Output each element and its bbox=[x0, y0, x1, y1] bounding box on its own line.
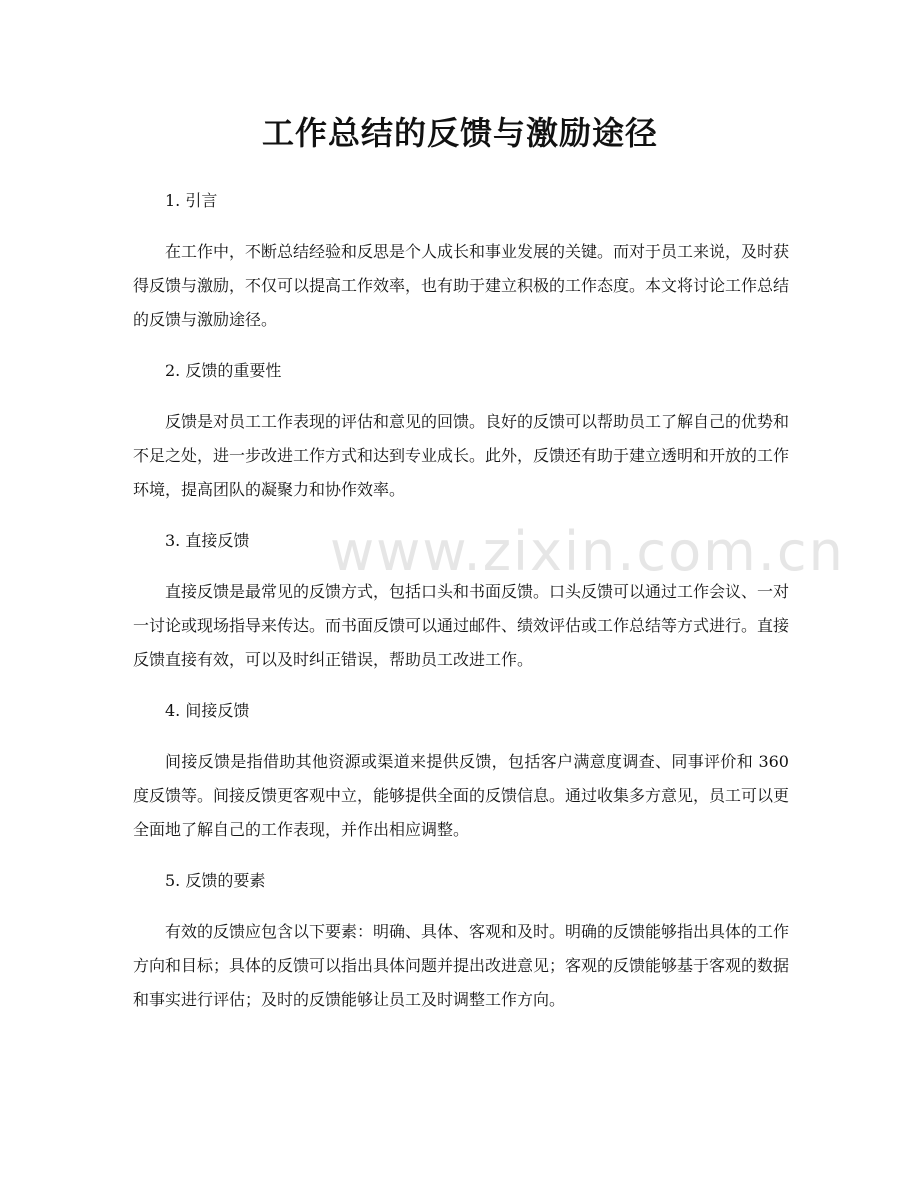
section-heading: 4. 间接反馈 bbox=[165, 701, 250, 720]
section-heading: 3. 直接反馈 bbox=[165, 531, 250, 550]
watermark: www.zixin.com.cn bbox=[330, 520, 845, 583]
section-heading: 2. 反馈的重要性 bbox=[165, 361, 282, 380]
section-paragraph: 反馈是对员工工作表现的评估和意见的回馈。良好的反馈可以帮助员工了解自己的优势和不足之处，进一步改进工作方式和达到专业成长。此外，反馈还有助于建立透明和开放的工作环境，提高团队的凝聚力和协作效率。 bbox=[133, 412, 790, 499]
section-paragraph: 间接反馈是指借助其他资源或渠道来提供反馈，包括客户满意度调查、同事评价和 360 度反馈等。间接反馈更客观中立，能够提供全面的反馈信息。通过收集多方意见，员工可以更全面地了解自己的工作表现，并作出相应调整。 bbox=[133, 752, 790, 839]
section-indirect-feedback bbox=[133, 694, 789, 847]
section-paragraph: 在工作中，不断总结经验和反思是个人成长和事业发展的关键。而对于员工来说，及时获得反馈与激励，不仅可以提高工作效率，也有助于建立积极的工作态度。本文将讨论工作总结的反馈与激励途径。 bbox=[133, 242, 790, 329]
section-paragraph: 直接反馈是最常见的反馈方式，包括口头和书面反馈。口头反馈可以通过工作会议、一对一讨论或现场指导来传达。而书面反馈可以通过邮件、绩效评估或工作总结等方式进行。直接反馈直接有效，可以及时纠正错误，帮助员工改进工作。 bbox=[133, 582, 790, 669]
section-heading: 1. 引言 bbox=[165, 191, 218, 210]
document-title: 工作总结的反馈与激励途径 bbox=[261, 114, 658, 152]
section-direct-feedback bbox=[133, 524, 789, 677]
document-content bbox=[133, 184, 789, 1034]
section-paragraph: 有效的反馈应包含以下要素：明确、具体、客观和及时。明确的反馈能够指出具体的工作方向和目标；具体的反馈可以指出具体问题并提出改进意见；客观的反馈能够基于客观的数据和事实进行评估；及时的反馈能够让员工及时调整工作方向。 bbox=[133, 922, 790, 1009]
section-introduction bbox=[133, 184, 789, 337]
section-importance bbox=[133, 354, 789, 507]
section-feedback-elements bbox=[133, 864, 789, 1017]
section-heading: 5. 反馈的要素 bbox=[165, 871, 266, 890]
